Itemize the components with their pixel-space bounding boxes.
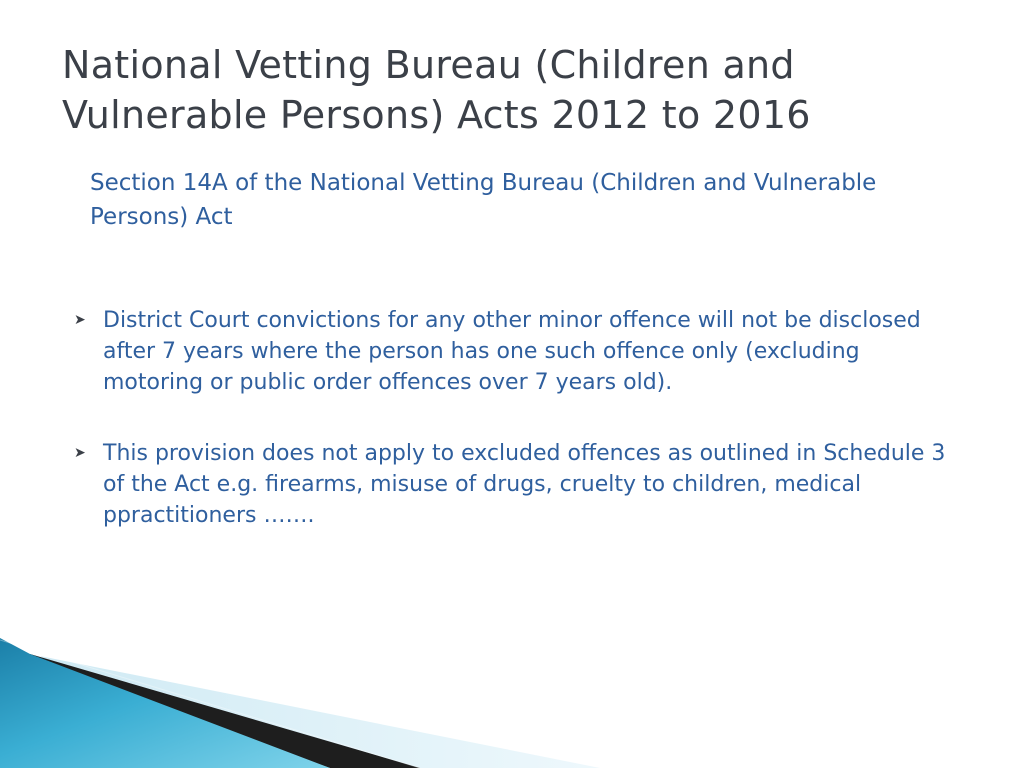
- bullet-list: [72, 305, 952, 571]
- slide-title: National Vetting Bureau (Children and Vulnerable Persons) Acts 2012 to 2016: [62, 43, 811, 137]
- arrow-right-icon: ➤: [74, 312, 86, 328]
- slide-subtitle: Section 14A of the National Vetting Bureau (Children and Vulnerable Persons) Act: [90, 170, 877, 230]
- bullet-text: District Court convictions for any other minor offence will not be disclosed after 7 years where the person has one such offence only (excluding motoring or public order offences over 7 years old).: [103, 308, 921, 395]
- bullet-item: [72, 438, 952, 531]
- bullet-item: [72, 305, 952, 398]
- corner-decoration: [0, 638, 1024, 768]
- bullet-text: This provision does not apply to excluded offences as outlined in Schedule 3 of the Act e.g. firearms, misuse of drugs, cruelty to children, medical ppractitioners …….: [103, 441, 946, 528]
- arrow-right-icon: ➤: [74, 445, 86, 461]
